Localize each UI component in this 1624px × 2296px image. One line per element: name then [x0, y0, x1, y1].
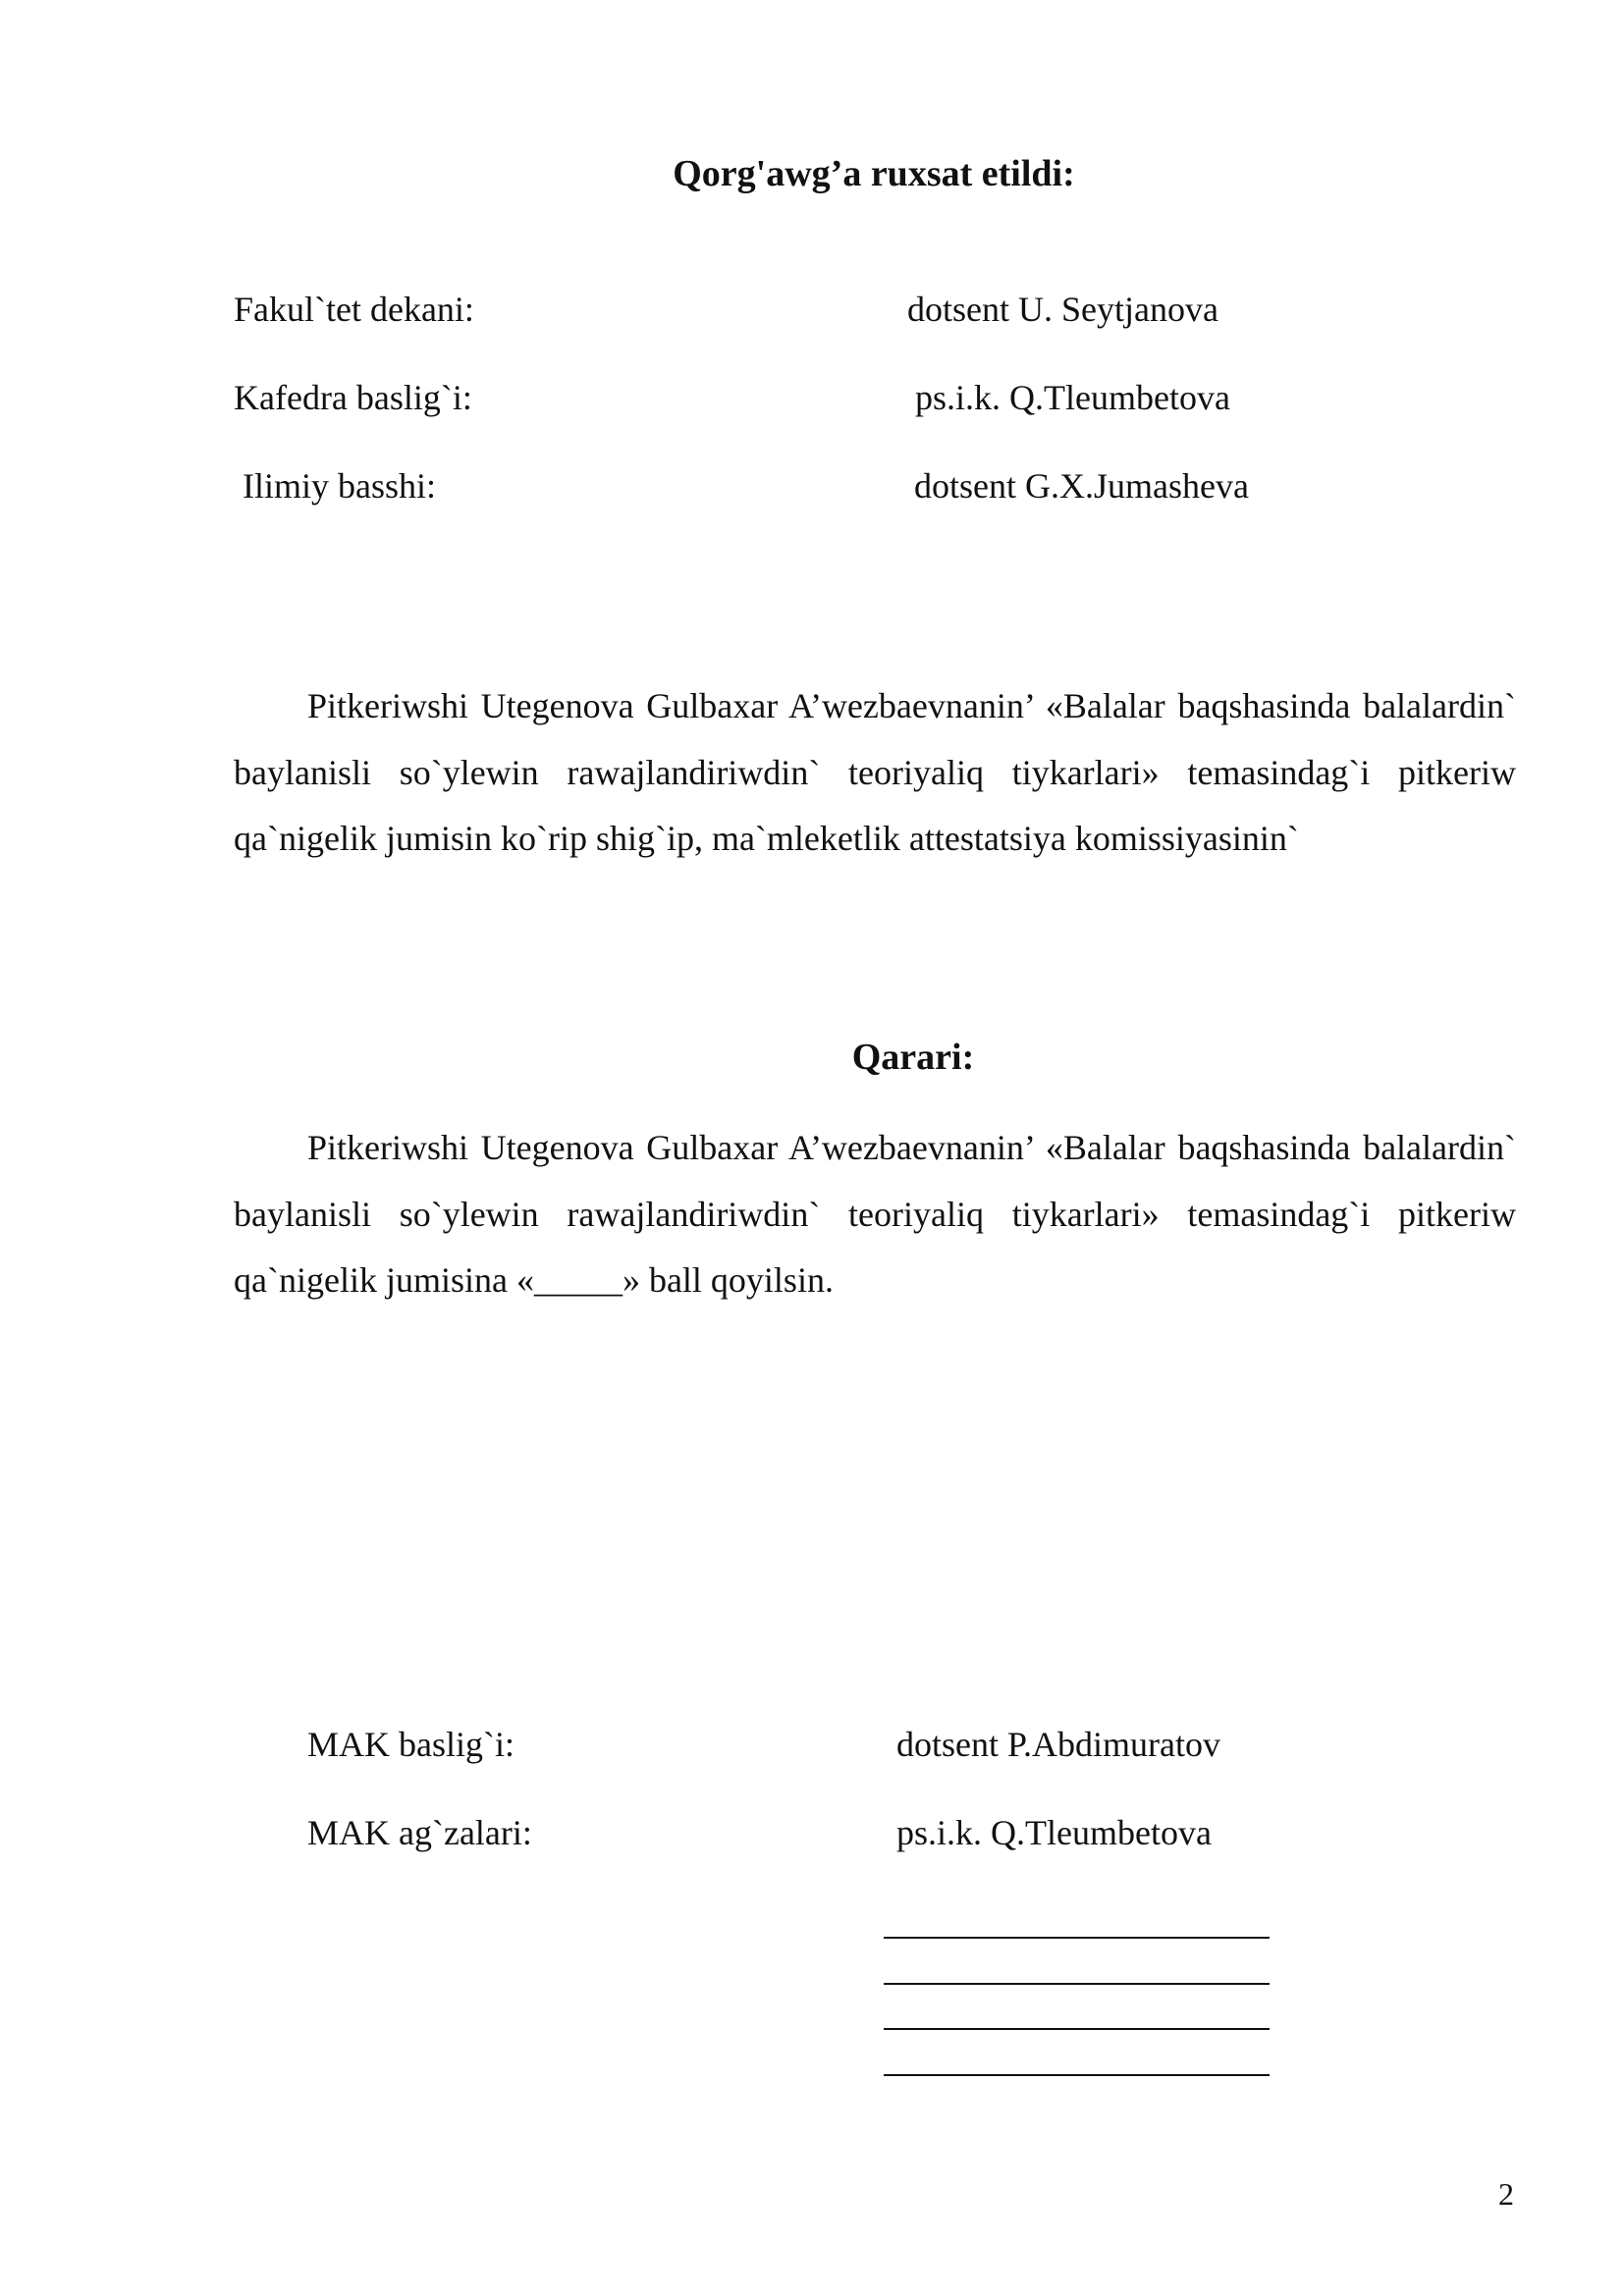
member-signature-line	[884, 1937, 1270, 1939]
approval-value-supervisor: dotsent G.X.Jumasheva	[914, 466, 1249, 506]
approval-label-dean: Fakul`tet dekani:	[234, 290, 474, 329]
page-number: 2	[1498, 2176, 1514, 2212]
intro-paragraph: Pitkeriwshi Utegenova Gulbaxar A’wezbaevnanin’ «Balalar baqshasinda balalardin` baylanisli so`ylewin rawajlandiriwdin` teoriyaliq tiykarlari» temasindag`i pitkeriw qa`nigelik jumisin ko`rip shig`ip, ma`mleketlik attestatsiya komissiyasinin`	[234, 686, 1516, 858]
commission-label-members: MAK ag`zalari:	[307, 1813, 532, 1852]
decision-heading: Qarari:	[851, 1037, 975, 1078]
member-signature-line	[884, 2074, 1270, 2076]
member-signature-line	[884, 2028, 1270, 2030]
member-signature-line	[884, 1983, 1270, 1985]
approval-label-head-of-department: Kafedra baslig`i:	[234, 378, 472, 417]
page-title: Qorg'awg’a ruxsat etildi:	[673, 153, 1075, 194]
decision-paragraph: Pitkeriwshi Utegenova Gulbaxar A’wezbaevnanin’ «Balalar baqshasinda balalardin` baylanisli so`ylewin rawajlandiriwdin` teoriyaliq tiykarlari» temasindag`i pitkeriw qa`nigelik jumisina «_____» ball qoyilsin.	[234, 1128, 1516, 1300]
approval-label-supervisor: Ilimiy basshi:	[243, 466, 436, 506]
approval-value-dean: dotsent U. Seytjanova	[907, 290, 1218, 329]
approval-value-head-of-department: ps.i.k. Q.Tleumbetova	[915, 378, 1230, 417]
commission-label-chair: MAK baslig`i:	[307, 1725, 514, 1764]
commission-value-chair: dotsent P.Abdimuratov	[896, 1725, 1220, 1764]
commission-value-members: ps.i.k. Q.Tleumbetova	[896, 1813, 1212, 1852]
